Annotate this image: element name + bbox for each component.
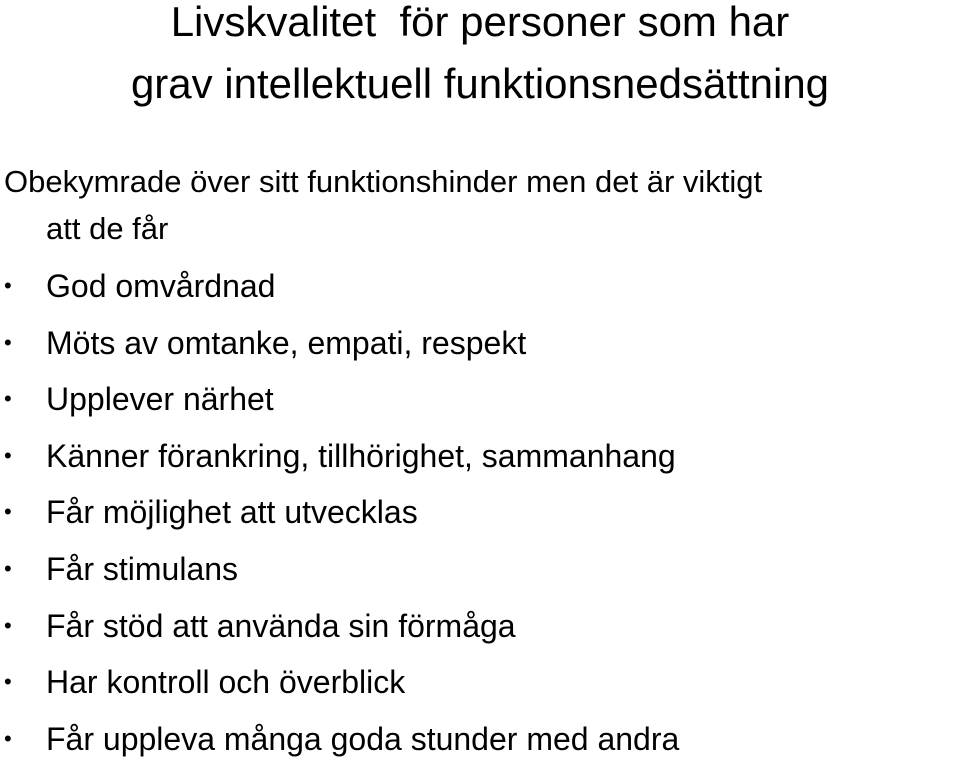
slide-title-line-2: grav intellektuell funktionsnedsättning (130, 60, 830, 107)
bullet-dot-icon: • (4, 669, 12, 695)
bullet-dot-icon: • (4, 499, 12, 525)
bullet-item (0, 545, 960, 602)
bullet-dot-icon: • (4, 442, 12, 468)
bullet-item (0, 602, 960, 659)
bullet-text: Får stimulans (46, 550, 239, 587)
bullet-dot-icon: • (4, 329, 12, 355)
bullet-text: Får uppleva många goda stunder med andra (46, 720, 680, 757)
bullet-text: Möts av omtanke, empati, respekt (46, 324, 527, 361)
bullet-item (0, 432, 960, 489)
bullet-text: God omvårdnad (46, 268, 276, 304)
bullet-text: Känner förankring, tillhörighet, sammanhang (46, 437, 676, 474)
bullet-item (0, 319, 960, 376)
intro-text-line-2: att de får (46, 211, 169, 246)
bullet-dot-icon: • (4, 725, 12, 751)
bullet-item (0, 262, 960, 319)
bullet-dot-icon: • (4, 612, 12, 638)
bullet-dot-icon: • (4, 273, 12, 298)
slide-title-line-1: Livskvalitet för personer som har (170, 0, 790, 45)
bullet-text: Får stöd att använda sin förmåga (46, 607, 516, 644)
bullet-item (0, 715, 960, 759)
bullet-text: Har kontroll och överblick (46, 664, 406, 701)
bullet-list (0, 262, 960, 759)
bullet-text: Upplever närhet (46, 381, 274, 418)
bullet-text: Får möjlighet att utvecklas (46, 494, 418, 531)
intro-text-line-1: Obekymrade över sitt funktionshinder men det är viktigt (4, 164, 763, 199)
bullet-item (0, 375, 960, 432)
bullet-dot-icon: • (4, 555, 12, 581)
bullet-item (0, 488, 960, 545)
bullet-dot-icon: • (4, 386, 12, 412)
bullet-item (0, 658, 960, 715)
